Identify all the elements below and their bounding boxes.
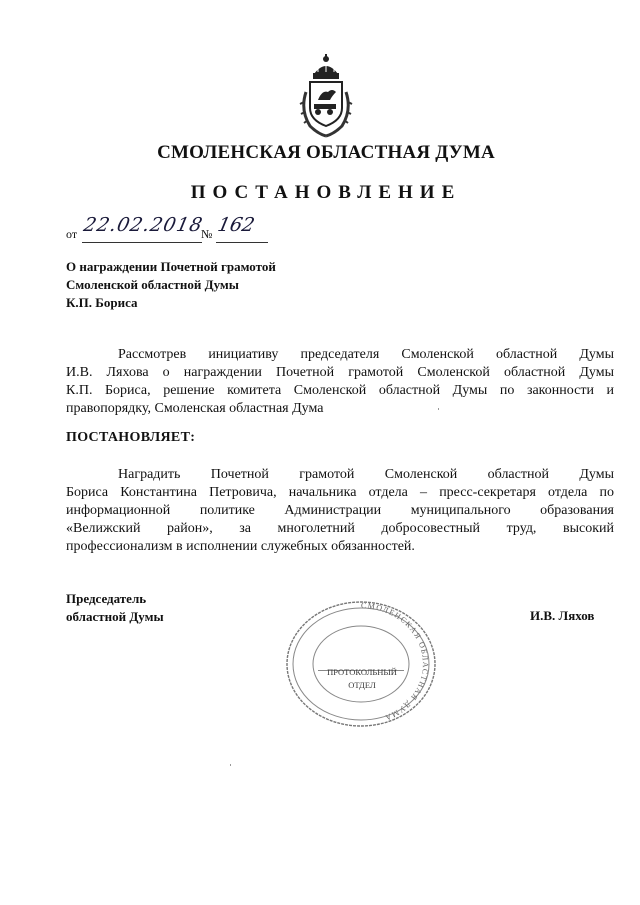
- paragraph-line: И.В. Ляхова о награждении Почетной грамотой Смоленской областной Думы: [66, 365, 614, 380]
- document-type: ПОСТАНОВЛЕНИЕ: [190, 182, 462, 203]
- paragraph-line: Наградить Почетной грамотой Смоленской областной Думы: [118, 467, 614, 482]
- from-label: от: [66, 227, 78, 241]
- scan-artifact: [438, 408, 439, 410]
- stamp-seal-icon: [282, 596, 440, 728]
- svg-text:СМОЛЕНСКАЯ ОБЛАСТНАЯ ДУМА: [361, 601, 430, 723]
- number-label: №: [201, 227, 213, 241]
- paragraph-line: К.П. Бориса, решение комитета Смоленской областной Думы по законности и: [66, 383, 614, 398]
- decision-paragraph: [66, 466, 614, 556]
- number-underline: [216, 242, 268, 243]
- scan-artifact: [230, 764, 231, 766]
- stamp-ring-text: СМОЛЕНСКАЯ ОБЛАСТНАЯ ДУМА: [360, 600, 431, 723]
- subject-line: Смоленской областной Думы: [66, 277, 239, 292]
- signer-title: [66, 590, 164, 626]
- smolensk-coat-of-arms-icon: [296, 52, 356, 138]
- paragraph-line: информационной политике Администрации муниципального образования: [66, 503, 614, 518]
- official-stamp: [282, 596, 440, 728]
- signer-title-line: областной Думы: [66, 609, 164, 624]
- paragraph-line: «Велижский район», за многолетний добросовестный труд, высокий: [66, 521, 614, 536]
- preamble-paragraph: [66, 346, 614, 418]
- paragraph-line: профессионализм в исполнении служебных обязанностей.: [66, 539, 415, 554]
- document-date: 22.02.2018: [81, 214, 206, 236]
- date-underline: [82, 242, 202, 243]
- paragraph-line: правопорядку, Смоленская областная Дума: [66, 401, 324, 416]
- stamp-inner-line: ОТДЕЛ: [348, 680, 376, 690]
- stamp-inner-line: ПРОТОКОЛЬНЫЙ: [327, 667, 397, 677]
- decree-label: ПОСТАНОВЛЯЕТ:: [66, 430, 196, 445]
- subject-line: К.П. Бориса: [66, 295, 138, 310]
- signer-title-line: Председатель: [66, 591, 147, 606]
- subject-line: О награждении Почетной грамотой: [66, 259, 276, 274]
- date-number-line: [66, 216, 326, 246]
- signer-name: И.В. Ляхов: [530, 608, 595, 623]
- organization-name: СМОЛЕНСКАЯ ОБЛАСТНАЯ ДУМА: [157, 142, 495, 163]
- paragraph-line: Рассмотрев инициативу председателя Смоленской областной Думы: [118, 347, 614, 362]
- document-subject: [66, 258, 366, 312]
- paragraph-line: Бориса Константина Петровича, начальника отдела – пресс-секретаря отдела по: [66, 485, 614, 500]
- document-number: 162: [215, 214, 257, 236]
